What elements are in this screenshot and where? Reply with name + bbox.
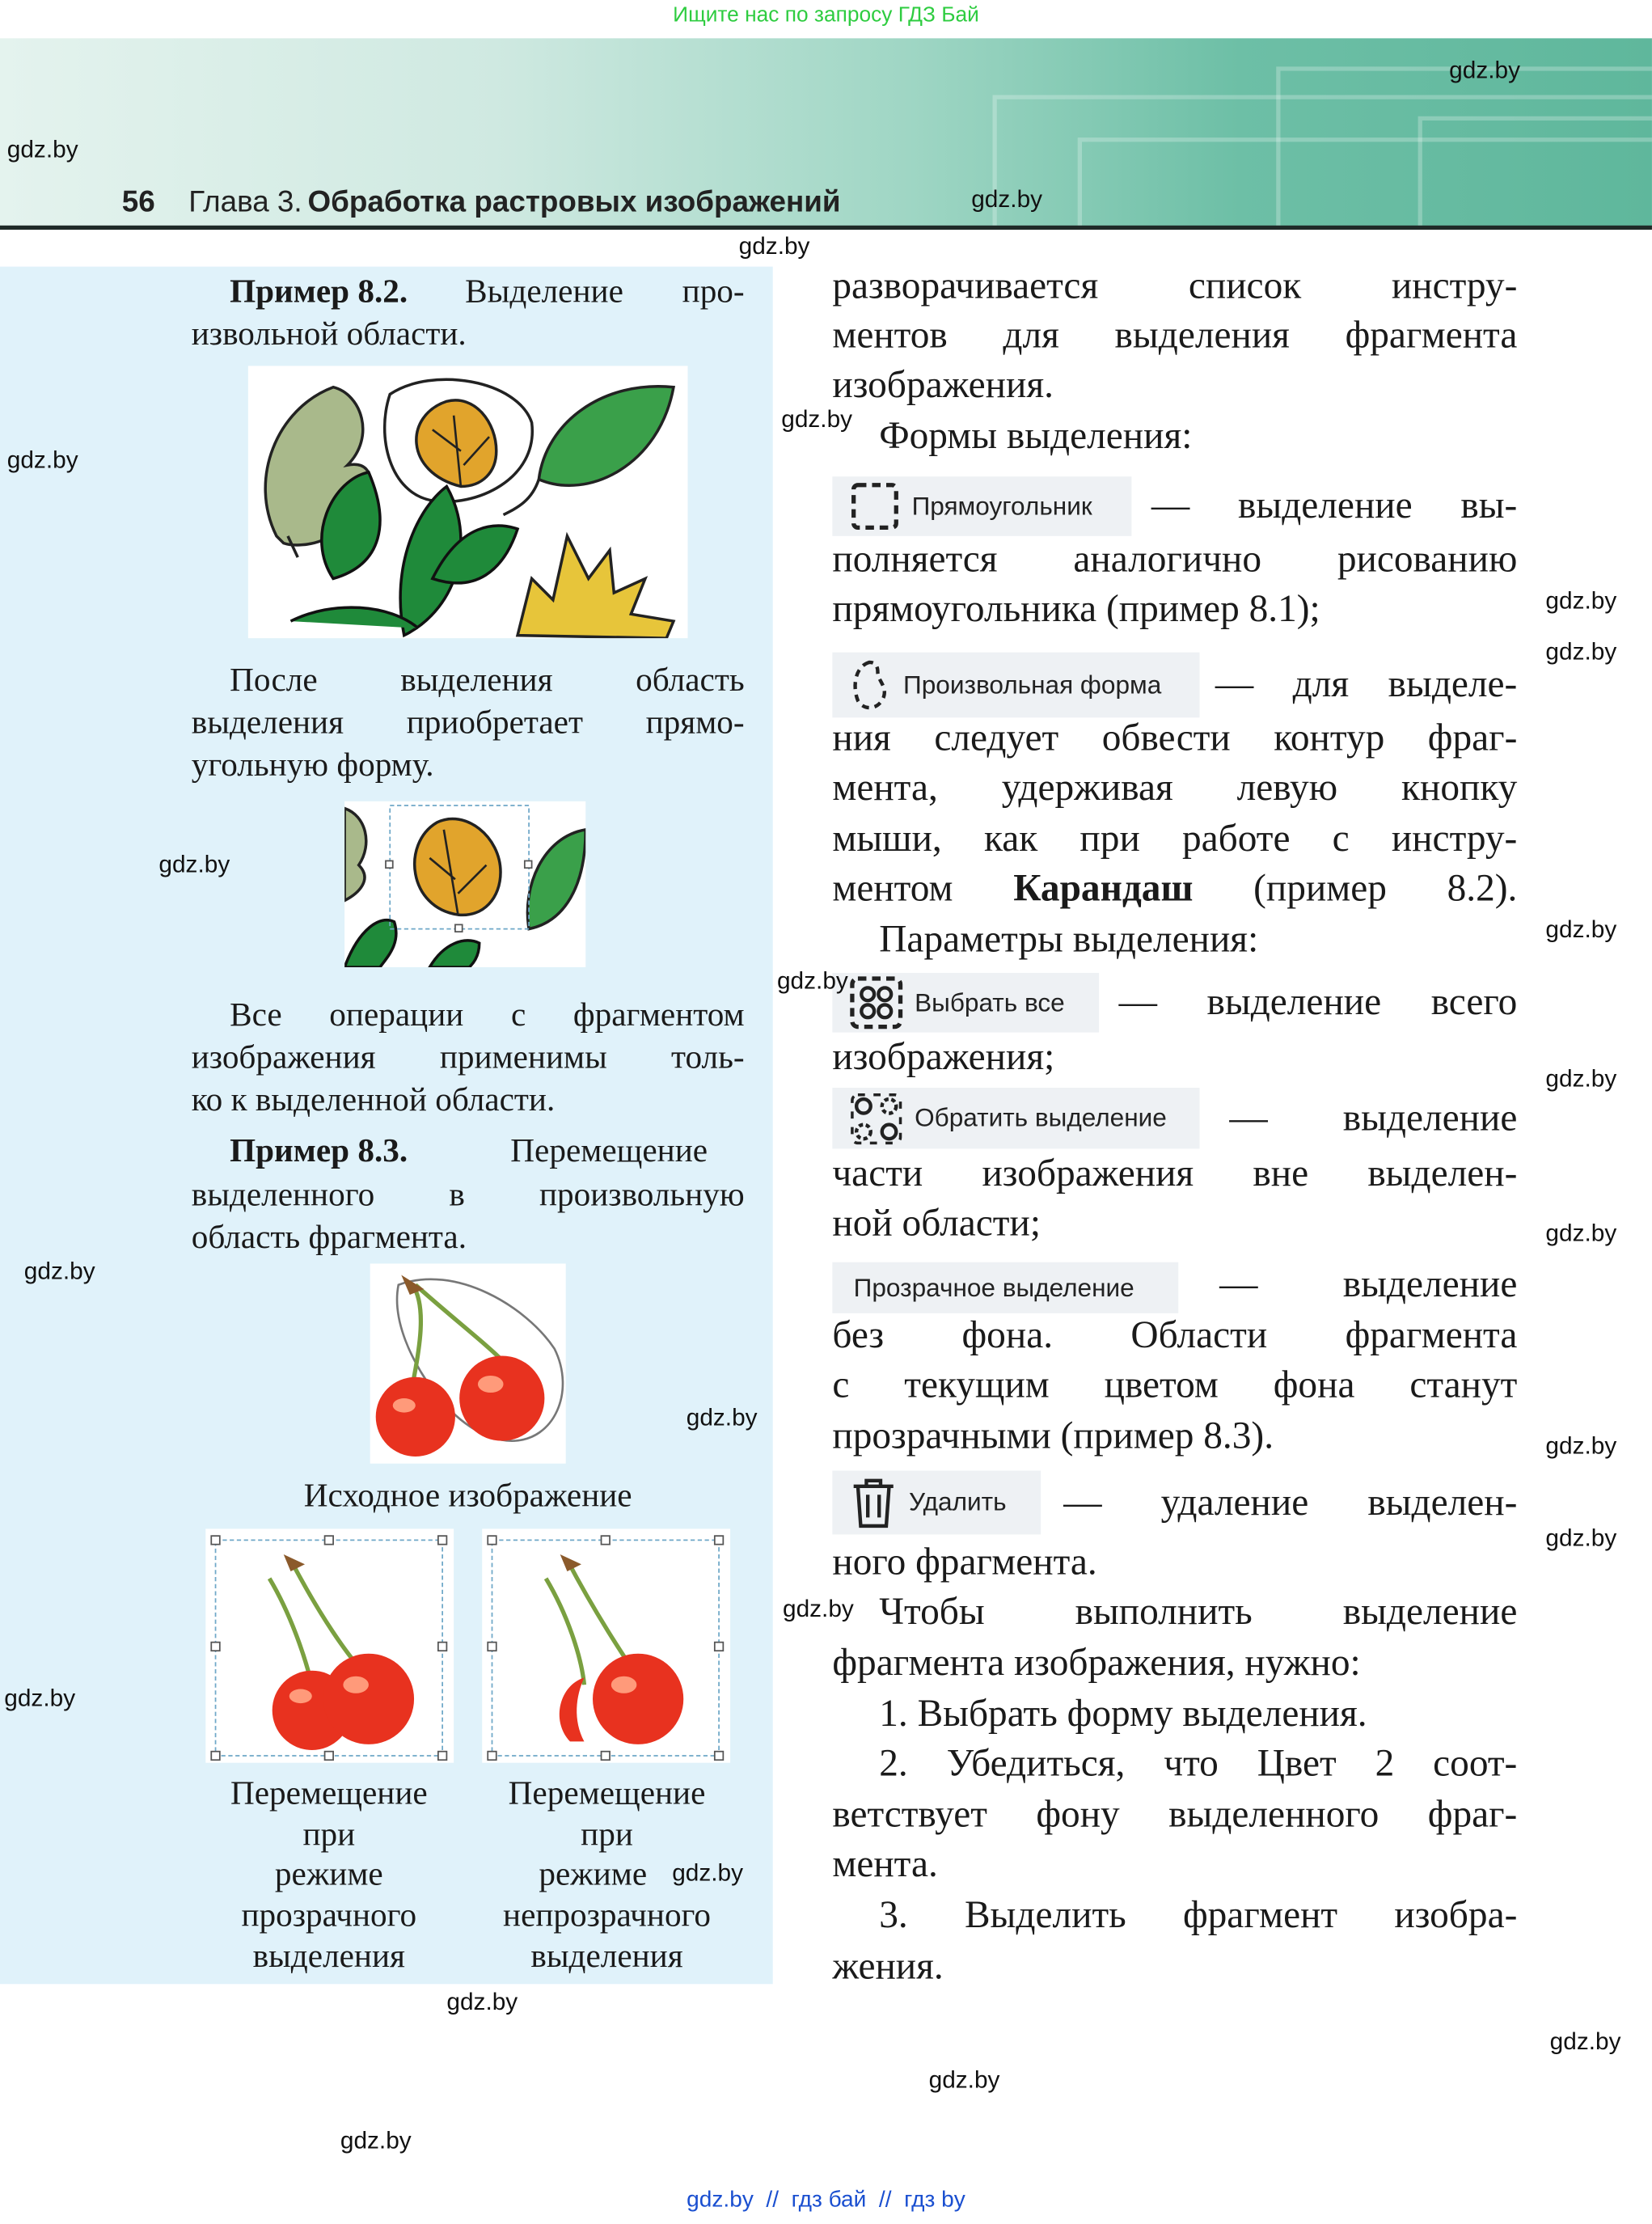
chapter-label: Глава 3. [188,185,302,219]
cherries-opaque-move-image [482,1528,730,1762]
watermark: gdz.by [1545,586,1617,615]
watermark: gdz.by [158,851,230,878]
watermark: gdz.by [1545,1524,1617,1552]
text-line: — выделение [1229,1096,1518,1139]
text-line: ного фрагмента. [832,1540,1097,1583]
text-line: выделенного в произвольную [191,1177,745,1215]
watermark: gdz.by [4,1685,76,1712]
watermark: gdz.by [1545,1220,1617,1247]
watermark: gdz.by [340,2127,412,2154]
caption-line: Перемещение [508,1775,706,1813]
text-line: — для выделе- [1215,662,1518,705]
text-line: — выделение [1219,1262,1518,1305]
watermark: gdz.by [928,2065,1000,2094]
watermark: gdz.by [781,405,853,433]
text-line: ветствует фону выделенного фраг- [832,1792,1518,1836]
text-line: Перемещение [510,1133,708,1170]
example-8-3-title: Пример 8.3. [230,1133,408,1170]
watermark: gdz.by [23,1258,95,1285]
button-label: Прямоугольник [911,491,1092,520]
text-line: фрагмента изображения, нужно: [832,1640,1361,1684]
button-label: Произвольная форма [903,670,1162,699]
cherries-source-image [370,1263,566,1463]
text-line: ко к выделенной области. [191,1081,556,1119]
text-line: угольную форму. [191,747,434,784]
selected-leaf-image [344,801,585,967]
text-line: полняется аналогично рисованию [832,537,1518,581]
caption-line: выделения [252,1939,406,1976]
text-line: ментом Карандаш (пример 8.2). [832,866,1518,910]
page-number: 56 [121,185,155,219]
text-line: разворачивается список инстру- [832,264,1518,307]
watermark: gdz.by [1449,57,1521,84]
watermark: gdz.by [776,966,848,995]
caption-line: при [581,1816,633,1854]
caption-line: режиме [274,1856,383,1894]
trash-icon [849,1476,898,1530]
text-line: без фона. Области фрагмента [832,1313,1518,1356]
watermark: gdz.by [1545,1432,1617,1460]
footer-links[interactable]: gdz.by // гдз бай // гдз by [687,2188,965,2213]
rectangle-selection-button[interactable] [832,476,1131,536]
text-line: — удаление выделен- [1063,1480,1518,1524]
leaves-image [248,366,688,638]
section-heading: Параметры выделения: [879,917,1259,961]
caption-line: непрозрачного [503,1897,712,1934]
text-line: ментов для выделения фрагмента [832,313,1518,357]
text-line: прямоугольника (пример 8.1); [832,586,1320,630]
freeform-selection-button[interactable] [832,653,1199,718]
caption-line: режиме [539,1856,648,1894]
source-image-caption: Исходное изображение [303,1478,632,1515]
step-item: 2. Убедиться, что Цвет 2 соот- [879,1741,1518,1785]
caption-line: выделения [530,1939,683,1976]
button-label: Удалить [909,1487,1007,1516]
search-notice[interactable]: Ищите нас по запросу ГДЗ Бай [673,2,979,27]
text-line: — выделение всего [1118,979,1518,1023]
transparent-selection-button[interactable] [832,1262,1178,1313]
step-item: 1. Выбрать форму выделения. [879,1692,1367,1735]
invert-selection-icon [849,1091,903,1145]
select-all-icon [849,975,903,1030]
header-divider [0,226,1652,230]
text-line: область фрагмента. [191,1220,467,1257]
select-all-button[interactable] [832,973,1099,1033]
text-line: мента, удерживая левую кнопку [832,765,1518,809]
text-line: мыши, как при работе с инстру- [832,817,1518,860]
text-line: Выделение про- [465,273,745,311]
watermark: gdz.by [738,232,810,260]
text-line: — выделение вы- [1151,483,1518,526]
text-line: После выделения область [230,662,745,700]
example-8-2-title: Пример 8.2. [230,273,408,311]
watermark: gdz.by [1545,638,1617,666]
text-line: Чтобы выполнить выделение [879,1589,1518,1633]
invert-selection-button[interactable] [832,1088,1199,1148]
text-line: прозрачными (пример 8.3). [832,1414,1274,1457]
watermark: gdz.by [672,1858,744,1887]
button-label: Выбрать все [915,987,1065,1017]
caption-line: при [302,1816,356,1854]
text-line: части изображения вне выделен- [832,1151,1518,1194]
caption-line: Перемещение [230,1775,428,1813]
text-line: извольной области. [191,316,467,353]
text-line: изображения; [832,1035,1055,1078]
text-line: изображения. [832,362,1054,406]
button-label: Прозрачное выделение [853,1272,1134,1301]
text-line: ния следует обвести контур фраг- [832,716,1518,759]
watermark: gdz.by [1545,915,1617,944]
dashed-freeform-icon [849,658,892,712]
watermark: gdz.by [686,1404,758,1431]
text-line: мента. [832,1841,938,1885]
dashed-rectangle-icon [849,480,900,531]
text-line: Все операции с фрагментом [230,996,745,1034]
text-line: выделения приобретает прямо- [191,704,745,742]
text-line: жения. [832,1944,944,1987]
cherries-transparent-move-image [205,1528,454,1762]
button-label: Обратить выделение [915,1103,1167,1132]
watermark: gdz.by [6,446,78,474]
watermark: gdz.by [1549,2027,1621,2055]
text-line: ной области; [832,1201,1041,1244]
step-item: 3. Выделить фрагмент изобра- [879,1893,1518,1936]
watermark: gdz.by [1545,1064,1617,1093]
watermark: gdz.by [6,136,78,163]
caption-line: прозрачного [241,1897,417,1934]
watermark: gdz.by [971,185,1043,214]
section-heading: Формы выделения: [879,414,1193,457]
chapter-title: Обработка растровых изображений [307,185,841,219]
text-line: с текущим цветом фона станут [832,1363,1518,1406]
watermark: gdz.by [446,1988,518,2015]
text-line: изображения применимы толь- [191,1039,745,1076]
watermark: gdz.by [782,1595,854,1623]
delete-button[interactable] [832,1470,1041,1534]
